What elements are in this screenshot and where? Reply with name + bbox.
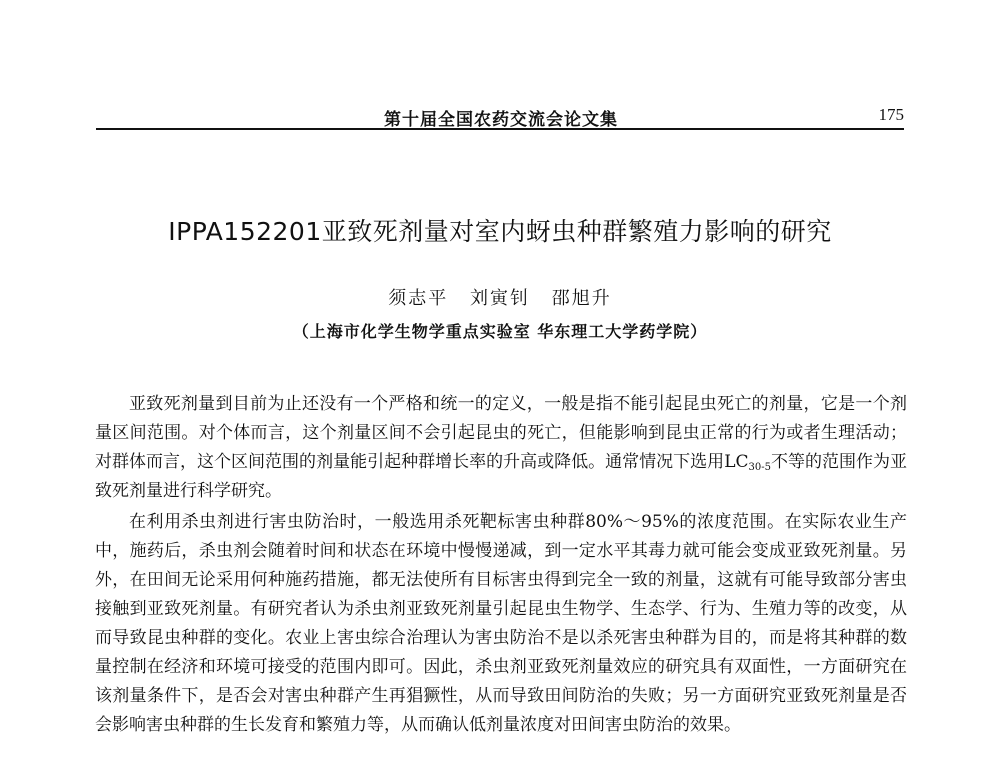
running-header-title: 第十届全国农药交流会论文集 <box>384 110 618 130</box>
paragraph-1 <box>95 390 907 506</box>
body-text <box>95 390 907 740</box>
paragraph-1-text-a: 亚致死剂量到目前为止还没有一个严格和统一的定义，一般是指不能引起昆虫死亡的剂量，它是一个剂量区间范围。对个体而言，这个剂量区间不会引起昆虫的死亡，但能影响到昆虫正常的行为或者生理活动；对群体而言，这个区间范围的剂量能引起种群增长率的升高或降低。通常情况下选用LC <box>95 394 907 472</box>
paper-title: IPPA152201亚致死剂量对室内蚜虫种群繁殖力影响的研究 <box>168 217 832 246</box>
author-list: 须志平 刘寅钊 邵旭升 <box>388 288 612 309</box>
paragraph-2: 在利用杀虫剂进行害虫防治时，一般选用杀死靶标害虫种群80%～95%的浓度范围。在实际农业生产中，施药后，杀虫剂会随着时间和状态在环境中慢慢递减，到一定水平其毒力就可能会变成亚致死剂量。另外，在田间无论采用何种施药措施，都无法使所有目标害虫得到完全一致的剂量，这就有可能导致部分害虫接触到亚致死剂量。有研究者认为杀虫剂亚致死剂量引起昆虫生物学、生态学、行为、生殖力等的改变，从而导致昆虫种群的变化。农业上害虫综合治理认为害虫防治不是以杀死害虫种群为目的，而是将其种群的数量控制在经济和环境可接受的范围内即可。因此，杀虫剂亚致死剂量效应的研究具有双面性，一方面研究在该剂量条件下，是否会对害虫种群产生再猖獗性，从而导致田间防治的失败；另一方面研究亚致死剂量是否会影响害虫种群的生长发育和繁殖力等，从而确认低剂量浓度对田间害虫防治的效果。 <box>95 512 907 735</box>
author-affiliation: （上海市化学生物学重点实验室 华东理工大学药学院） <box>292 322 708 341</box>
page-number: 175 <box>878 105 904 124</box>
lc-subscript: 30-5 <box>748 462 771 473</box>
paragraph-1-text-b: 不等的范围作为亚致死剂量进行科学研究。 <box>95 452 908 501</box>
header-rule <box>96 128 904 130</box>
